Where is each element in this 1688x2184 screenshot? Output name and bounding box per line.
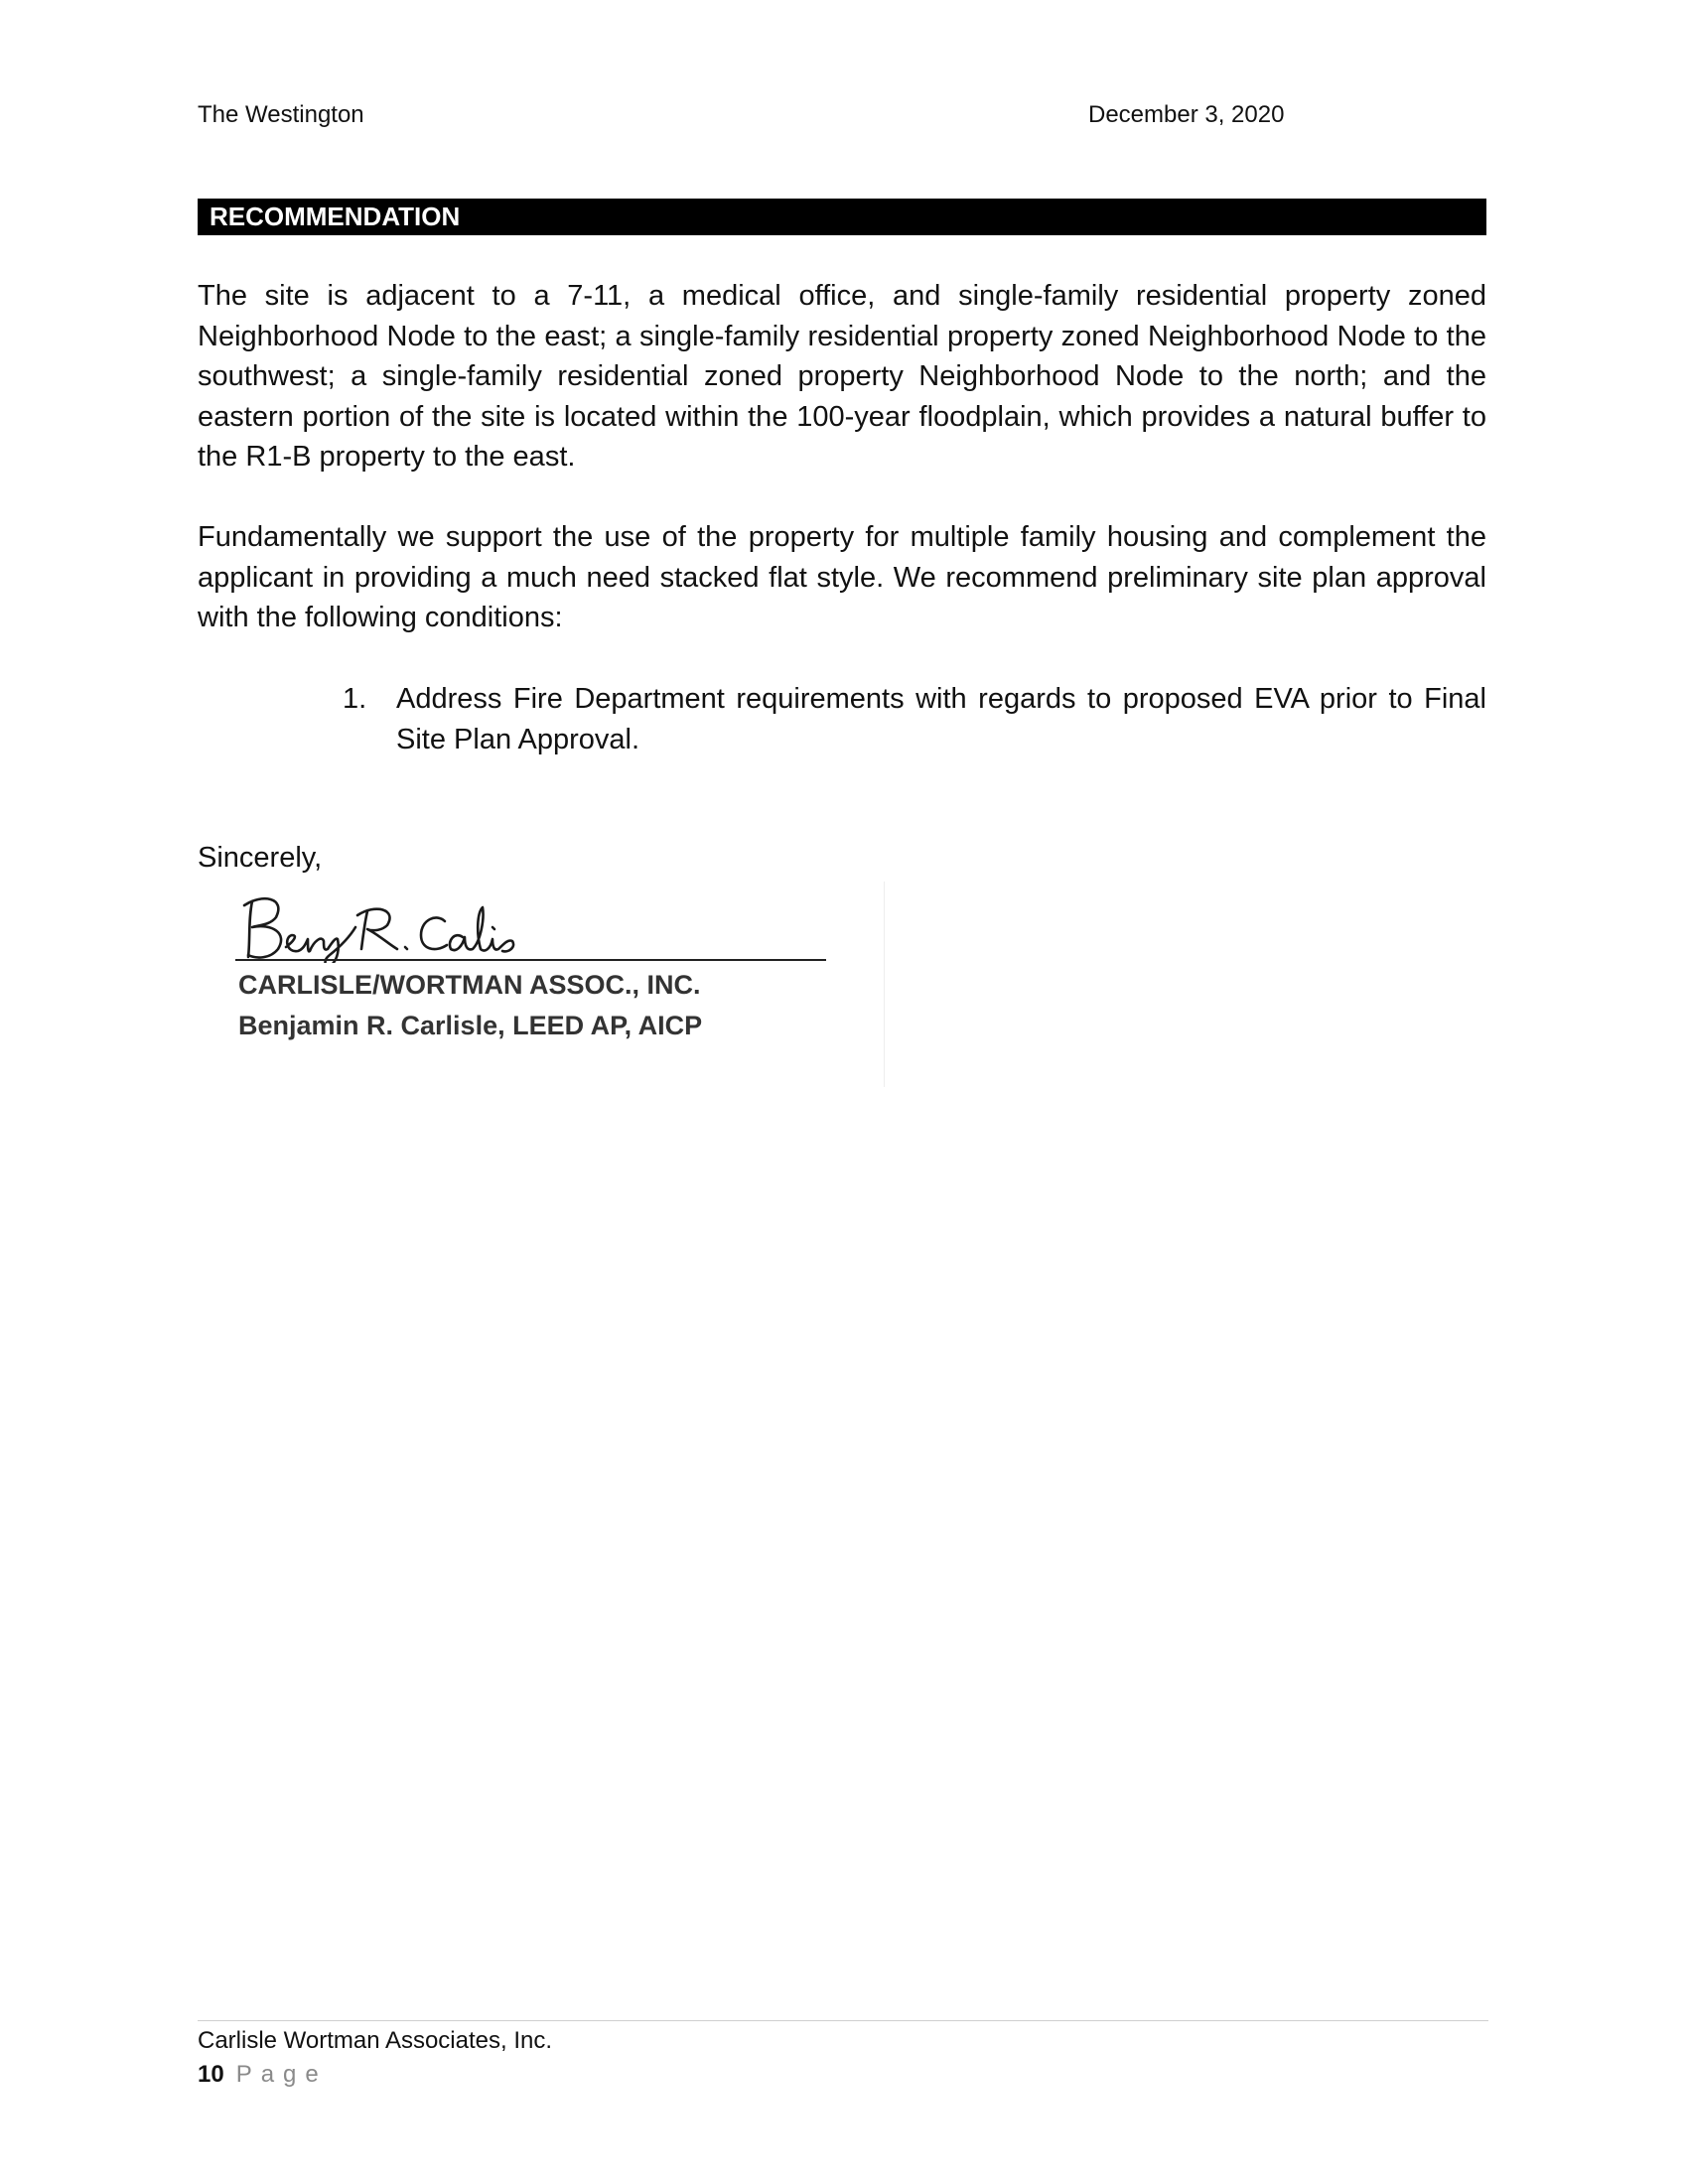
section-heading-bar: RECOMMENDATION — [198, 199, 1486, 235]
page-number: 10 — [198, 2061, 224, 2088]
body-paragraph-site-context: The site is adjacent to a 7-11, a medical office, and single-family residential property zoned Neighborhood Node to the east; a single-family residential property zoned Neighborhood Node to the southwest; a single-family residential zoned property Neighborhood Node to the north; and the eastern portion of the site is located within the 100-year floodplain, which provides a natural buffer to the R1-B property to the east. — [198, 280, 1486, 473]
signature-line — [235, 959, 826, 961]
footer-page-indicator — [198, 2061, 328, 2089]
footer-divider — [198, 2020, 1488, 2021]
body-paragraph-recommendation: Fundamentally we support the use of the property for multiple family housing and complement the applicant in providing a much need stacked flat style. We recommend preliminary site plan approval with the following conditions: — [198, 521, 1486, 633]
signature-company: CARLISLE/WORTMAN ASSOC., INC. — [238, 970, 701, 1000]
footer-company: Carlisle Wortman Associates, Inc. — [198, 2027, 553, 2054]
closing-salutation: Sincerely, — [198, 842, 323, 874]
condition-list-item — [343, 679, 1486, 759]
condition-text: Address Fire Department requirements with regards to proposed EVA prior to Final Site Plan Approval. — [396, 683, 1486, 755]
header-date: December 3, 2020 — [1088, 101, 1285, 128]
signature-name: Benjamin R. Carlisle, LEED AP, AICP — [238, 1011, 703, 1040]
header-project-name: The Westington — [198, 101, 364, 128]
signature-image-edge — [884, 882, 885, 1087]
handwritten-signature — [238, 891, 834, 963]
page-label: Page — [235, 2061, 328, 2088]
condition-number: 1. — [343, 683, 367, 715]
